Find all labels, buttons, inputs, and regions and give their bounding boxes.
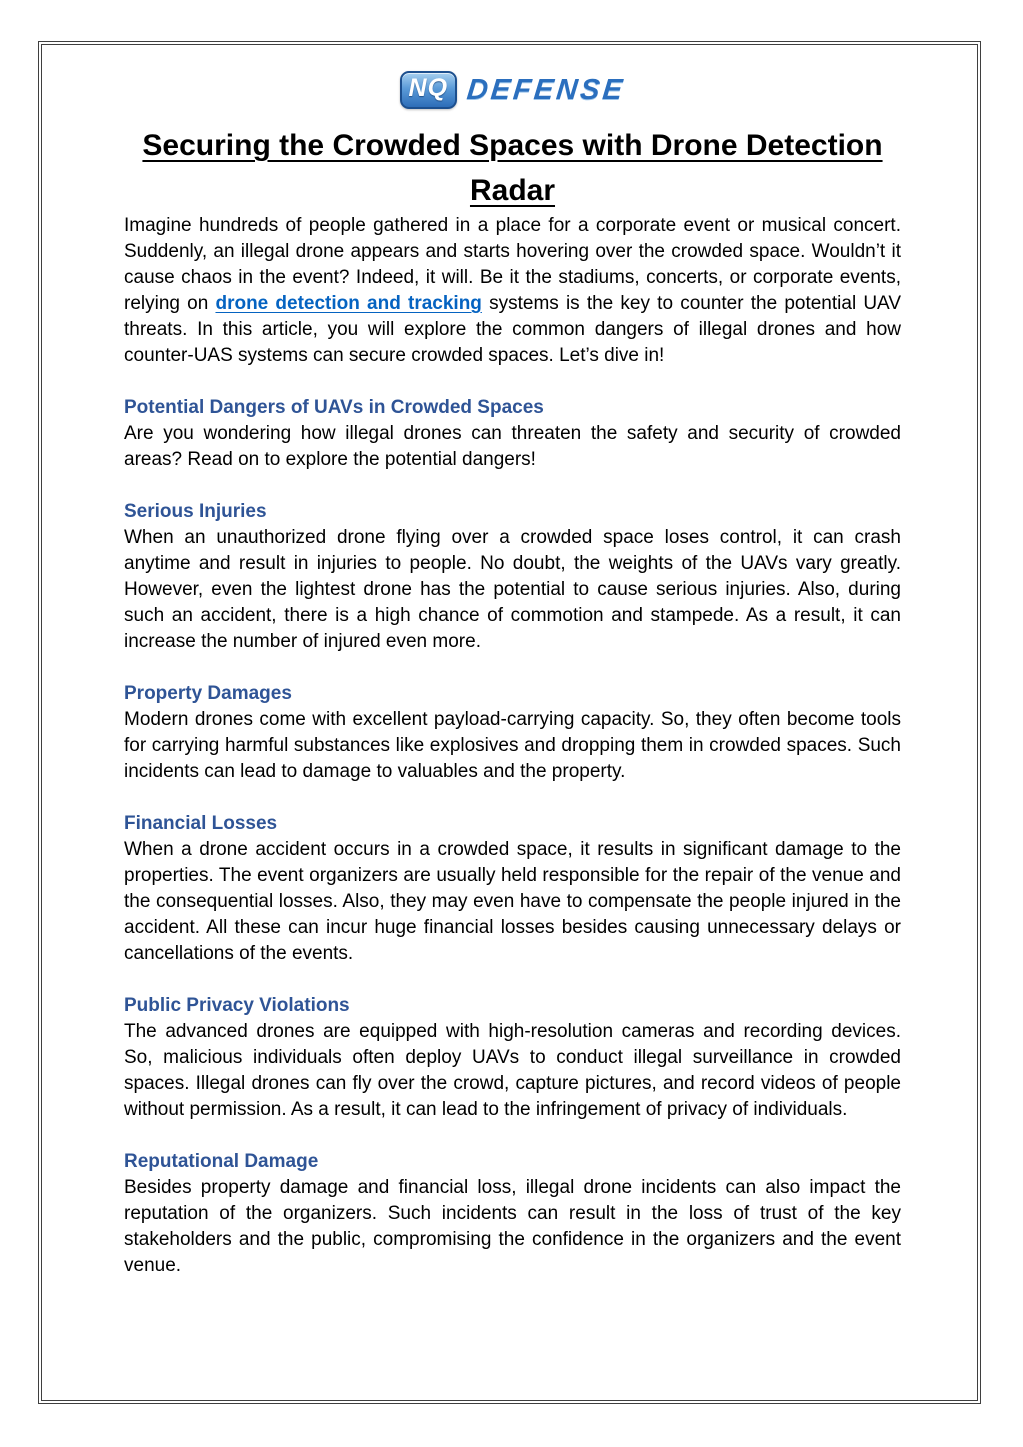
- section-serious-injuries: [124, 499, 901, 655]
- section-body: Modern drones come with excellent payload-carrying capacity. So, they often become tools for carrying harmful substances like explosives and dropping them in crowded spaces. Such incidents can lead to damage to valuables and the property.: [124, 709, 901, 782]
- defense-logo-text: DEFENSE: [465, 73, 628, 106]
- section-body: The advanced drones are equipped with high-resolution cameras and recording devices. So, malicious individuals often deploy UAVs to conduct illegal surveillance in crowded spaces. Illegal drones can fly over the crowd, capture pictures, and record videos of people without permission. As a result, it can lead to the infringement of privacy of individuals.: [124, 1021, 901, 1120]
- section-heading: Reputational Damage: [124, 1151, 319, 1172]
- page-border-frame: [38, 41, 981, 1404]
- section-body: When a drone accident occurs in a crowded space, it results in significant damage to the properties. The event organizers are usually held responsible for the repair of the venue and the consequential losses. Also, they may even have to compensate the people injured in the accident. All these can incur huge financial losses besides causing unnecessary delays or cancellations of the events.: [124, 839, 901, 964]
- section-body: When an unauthorized drone flying over a crowded space loses control, it can crash anytime and result in injuries to people. No doubt, the weights of the UAVs vary greatly. However, even the lightest drone has the potential to cause serious injuries. Also, during such an accident, there is a high chance of commotion and stampede. As a result, it can increase the number of injured even more.: [124, 527, 901, 652]
- section-heading: Property Damages: [124, 683, 292, 704]
- nq-logo-badge-icon: NQ: [400, 71, 458, 109]
- page-content: [41, 44, 978, 1401]
- section-body: Besides property damage and financial loss, illegal drone incidents can also impact the reputation of the organizers. Such incidents can result in the loss of trust of the key stakeholders and the public, compromising the confidence in the organizers and the event venue.: [124, 1177, 901, 1276]
- section-heading: Serious Injuries: [124, 501, 267, 522]
- drone-detection-tracking-link[interactable]: drone detection and tracking: [215, 293, 482, 314]
- section-heading: Financial Losses: [124, 813, 278, 834]
- nq-defense-logo: [124, 71, 901, 109]
- article-title: Securing the Crowded Spaces with Drone Detection Radar: [142, 129, 883, 207]
- section-potential-dangers: [124, 395, 901, 473]
- intro-paragraph: [124, 213, 901, 369]
- section-heading: Public Privacy Violations: [124, 995, 350, 1016]
- section-body: Are you wondering how illegal drones can threaten the safety and security of crowded areas? Read on to explore the potential dangers!: [124, 423, 901, 470]
- section-reputational-damage: [124, 1149, 901, 1279]
- section-public-privacy-violations: [124, 993, 901, 1123]
- intro-text-after-link: systems is the key to counter the potential UAV threats. In this article, you will explore the common dangers of illegal drones and how counter-UAS systems can secure crowded spaces. Let’s dive in!: [124, 293, 901, 366]
- section-property-damages: [124, 681, 901, 785]
- section-financial-losses: [124, 811, 901, 967]
- intro-text-before-link: Imagine hundreds of people gathered in a place for a corporate event or musical concert. Suddenly, an illegal drone appears and starts hovering over the crowded space. Wouldn’t it cause chaos in the event? Indeed, it will. Be it the stadiums, concerts, or corporate events, relying on: [124, 215, 901, 314]
- section-heading: Potential Dangers of UAVs in Crowded Spaces: [124, 397, 544, 418]
